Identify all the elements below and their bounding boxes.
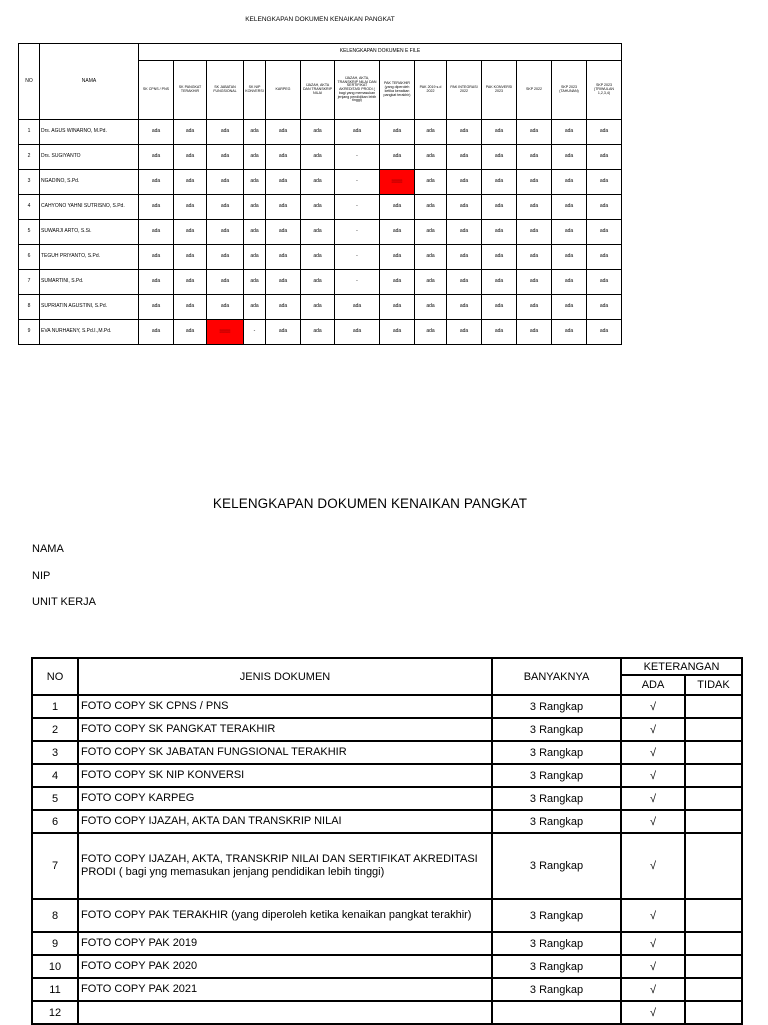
table-row xyxy=(19,295,622,320)
check-ada: √ xyxy=(621,899,685,932)
doc-title: KELENGKAPAN DOKUMEN KENAIKAN PANGKAT xyxy=(212,496,528,511)
quantity: 3 Rangkap xyxy=(492,978,621,1001)
check-ada: √ xyxy=(621,1001,685,1024)
status-cell: ada xyxy=(266,220,301,245)
status-cell: ada xyxy=(207,170,244,195)
status-cell: ada xyxy=(552,245,587,270)
status-cell: ada xyxy=(517,120,552,145)
status-cell: ada xyxy=(587,120,622,145)
field-nama-label: NAMA xyxy=(32,543,64,555)
check-tidak xyxy=(685,741,742,764)
status-cell: ada xyxy=(266,270,301,295)
check-tidak xyxy=(685,899,742,932)
status-cell: ada xyxy=(244,245,266,270)
row-number: 3 xyxy=(19,170,40,195)
check-tidak xyxy=(685,718,742,741)
status-cell: ada xyxy=(266,120,301,145)
status-cell: ada xyxy=(174,195,207,220)
status-cell: ada xyxy=(415,145,447,170)
status-cell: ada xyxy=(139,245,174,270)
status-cell: ada xyxy=(380,295,415,320)
document-name: FOTO COPY SK NIP KONVERSI xyxy=(78,764,492,787)
status-cell: ada xyxy=(301,320,335,345)
table-row xyxy=(19,270,622,295)
row-number: 8 xyxy=(32,899,78,932)
status-cell: ada xyxy=(482,320,517,345)
status-cell: ada xyxy=(517,245,552,270)
quantity: 3 Rangkap xyxy=(492,955,621,978)
row-number: 6 xyxy=(19,245,40,270)
status-cell: ada xyxy=(552,220,587,245)
check-ada: √ xyxy=(621,787,685,810)
status-cell: ada xyxy=(207,245,244,270)
employee-name: CAHYONO YAHNI SUTRISNO, S.Pd. xyxy=(40,195,139,220)
status-cell: ada xyxy=(335,295,380,320)
status-cell: ada xyxy=(174,220,207,245)
column-header: PAK TERAKHIR (yang diperoleh ketika kenaikan pangkat terakhir) xyxy=(380,61,415,120)
row-number: 4 xyxy=(32,764,78,787)
status-cell: ada xyxy=(301,245,335,270)
status-cell: ada xyxy=(266,170,301,195)
status-cell: ada xyxy=(207,195,244,220)
status-cell: ada xyxy=(266,145,301,170)
status-cell: ada xyxy=(174,245,207,270)
status-cell: ada xyxy=(587,320,622,345)
table-row xyxy=(32,833,742,899)
column-header: IJAZAH, AKTA, TRANSKRIP NILAI DAN SERTIFIKAT AKREDITASI PRODI ( bagi yang memasukan jenjang pendidikan lebih tinggi) xyxy=(335,61,380,120)
employee-name: NGADINO, S.Pd. xyxy=(40,170,139,195)
status-cell: ada xyxy=(244,270,266,295)
status-cell: ada xyxy=(139,195,174,220)
document-name: FOTO COPY PAK 2020 xyxy=(78,955,492,978)
table-row xyxy=(19,120,622,145)
row-number: 1 xyxy=(32,695,78,718)
status-cell: ada xyxy=(244,120,266,145)
column-header: PAK INTEGRASI 2022 xyxy=(447,61,482,120)
status-cell: ada xyxy=(517,320,552,345)
status-cell: ada xyxy=(447,195,482,220)
header-no: NO xyxy=(19,44,40,120)
status-cell: ada xyxy=(335,320,380,345)
column-header: PAK KONVERSI 2023 xyxy=(482,61,517,120)
check-tidak xyxy=(685,978,742,1001)
row-number: 12 xyxy=(32,1001,78,1024)
status-cell: ada xyxy=(380,245,415,270)
quantity: 3 Rangkap xyxy=(492,932,621,955)
quantity: 3 Rangkap xyxy=(492,833,621,899)
column-header: PAK 2019 s.d 2022 xyxy=(415,61,447,120)
status-cell: ada xyxy=(380,120,415,145)
employee-name: Drs. AGUS WINARNO, M.Pd. xyxy=(40,120,139,145)
document-name: FOTO COPY SK PANGKAT TERAKHIR xyxy=(78,718,492,741)
document-name xyxy=(78,1001,492,1024)
sheet-title: KELENGKAPAN DOKUMEN KENAIKAN PANGKAT xyxy=(245,16,395,23)
status-cell: ada xyxy=(447,145,482,170)
row-number: 4 xyxy=(19,195,40,220)
check-ada: √ xyxy=(621,741,685,764)
status-cell: ada xyxy=(587,145,622,170)
status-cell: ada xyxy=(174,270,207,295)
status-cell: ada xyxy=(482,120,517,145)
status-cell: ada xyxy=(517,170,552,195)
status-cell: ada xyxy=(415,320,447,345)
status-cell: - xyxy=(335,270,380,295)
check-tidak xyxy=(685,833,742,899)
table-row xyxy=(19,170,622,195)
status-cell: ada xyxy=(301,170,335,195)
status-cell: ada xyxy=(244,195,266,220)
header-nama: NAMA xyxy=(40,44,139,120)
check-tidak xyxy=(685,955,742,978)
column-header: SKP 2023 (TRIWULAN 1,2,3,4) xyxy=(587,61,622,120)
status-cell: ▒▒▒▒▒ xyxy=(207,320,244,345)
status-cell: ▒▒▒▒▒ xyxy=(380,170,415,195)
check-tidak xyxy=(685,695,742,718)
status-cell: ada xyxy=(482,170,517,195)
status-cell: ada xyxy=(139,295,174,320)
quantity xyxy=(492,1001,621,1024)
table-row xyxy=(19,145,622,170)
status-cell: ada xyxy=(517,295,552,320)
check-tidak xyxy=(685,932,742,955)
status-cell: ada xyxy=(415,295,447,320)
row-number: 3 xyxy=(32,741,78,764)
column-header: SK NIP KONVERSI xyxy=(244,61,266,120)
status-cell: ada xyxy=(517,270,552,295)
status-cell: - xyxy=(335,195,380,220)
column-header: SK JABATAN FUNGSIONAL xyxy=(207,61,244,120)
field-unit-kerja-label: UNIT KERJA xyxy=(32,596,96,608)
document-name: FOTO COPY IJAZAH, AKTA, TRANSKRIP NILAI DAN SERTIFIKAT AKREDITASI PRODI ( bagi yng memasukan jenjang pendidikan lebih tinggi) xyxy=(78,833,492,899)
status-cell: ada xyxy=(587,220,622,245)
status-cell: ada xyxy=(380,320,415,345)
status-cell: ada xyxy=(139,170,174,195)
status-cell: ada xyxy=(415,220,447,245)
status-cell: ada xyxy=(517,145,552,170)
table-row xyxy=(32,899,742,932)
status-cell: ada xyxy=(266,195,301,220)
quantity: 3 Rangkap xyxy=(492,810,621,833)
status-cell: ada xyxy=(552,320,587,345)
status-cell: ada xyxy=(482,270,517,295)
checklist-table xyxy=(31,657,743,1025)
status-cell: ada xyxy=(207,295,244,320)
employee-name: SUWARJI ARTO, S.Si. xyxy=(40,220,139,245)
status-cell: ada xyxy=(266,245,301,270)
status-cell: ada xyxy=(552,120,587,145)
status-cell: ada xyxy=(139,320,174,345)
quantity: 3 Rangkap xyxy=(492,695,621,718)
check-ada: √ xyxy=(621,955,685,978)
status-cell: ada xyxy=(266,295,301,320)
status-cell: ada xyxy=(482,195,517,220)
table-row xyxy=(32,695,742,718)
status-cell: ada xyxy=(415,195,447,220)
table-row xyxy=(32,810,742,833)
status-cell: ada xyxy=(174,120,207,145)
status-cell: ada xyxy=(482,145,517,170)
status-cell: ada xyxy=(244,295,266,320)
quantity: 3 Rangkap xyxy=(492,787,621,810)
status-cell: ada xyxy=(447,245,482,270)
document-name: FOTO COPY PAK 2021 xyxy=(78,978,492,1001)
field-nip-label: NIP xyxy=(32,570,51,582)
status-cell: ada xyxy=(415,120,447,145)
status-cell: ada xyxy=(301,220,335,245)
document-name: FOTO COPY PAK TERAKHIR (yang diperoleh ketika kenaikan pangkat terakhir) xyxy=(78,899,492,932)
document-name: FOTO COPY SK JABATAN FUNGSIONAL TERAKHIR xyxy=(78,741,492,764)
status-cell: ada xyxy=(301,295,335,320)
status-cell: ada xyxy=(517,195,552,220)
document-name: FOTO COPY SK CPNS / PNS xyxy=(78,695,492,718)
status-cell: ada xyxy=(207,270,244,295)
table-row xyxy=(32,955,742,978)
status-cell: ada xyxy=(552,170,587,195)
table-row xyxy=(19,245,622,270)
document-name: FOTO COPY IJAZAH, AKTA DAN TRANSKRIP NILAI xyxy=(78,810,492,833)
column-header: SK CPNS / PNS xyxy=(139,61,174,120)
status-cell: ada xyxy=(552,270,587,295)
header-tidak: TIDAK xyxy=(685,675,742,695)
row-number: 5 xyxy=(19,220,40,245)
status-cell: ada xyxy=(139,270,174,295)
check-tidak xyxy=(685,787,742,810)
header-efile-group: KELENGKAPAN DOKUMEN E FILE xyxy=(139,44,622,61)
status-cell: ada xyxy=(447,120,482,145)
employee-name: Drs. SUGIYANTO xyxy=(40,145,139,170)
status-cell: ada xyxy=(139,220,174,245)
status-cell: ada xyxy=(415,270,447,295)
status-cell: ada xyxy=(174,170,207,195)
status-cell: ada xyxy=(447,170,482,195)
row-number: 7 xyxy=(32,833,78,899)
check-tidak xyxy=(685,764,742,787)
row-number: 5 xyxy=(32,787,78,810)
check-ada: √ xyxy=(621,695,685,718)
status-cell: ada xyxy=(482,220,517,245)
check-ada: √ xyxy=(621,978,685,1001)
employee-name: EVA NURHAENY, S.Pd.I.,M.Pd. xyxy=(40,320,139,345)
column-header: KARPEG xyxy=(266,61,301,120)
status-cell: ada xyxy=(447,220,482,245)
employee-name: SUPRIATIN AGUSTINI, S.Pd. xyxy=(40,295,139,320)
header-banyaknya: BANYAKNYA xyxy=(492,658,621,695)
status-cell: ada xyxy=(380,145,415,170)
row-number: 2 xyxy=(32,718,78,741)
status-cell: ada xyxy=(415,245,447,270)
status-cell: ada xyxy=(301,120,335,145)
header-keterangan: KETERANGAN xyxy=(621,658,742,675)
table-row xyxy=(19,320,622,345)
row-number: 6 xyxy=(32,810,78,833)
table-row xyxy=(32,787,742,810)
status-cell: ada xyxy=(447,295,482,320)
status-cell: ada xyxy=(266,320,301,345)
status-cell: ada xyxy=(587,245,622,270)
status-cell: ada xyxy=(301,145,335,170)
status-cell: ada xyxy=(482,245,517,270)
column-header: SK PANGKAT TERAKHIR xyxy=(174,61,207,120)
status-cell: ada xyxy=(587,295,622,320)
quantity: 3 Rangkap xyxy=(492,899,621,932)
check-tidak xyxy=(685,1001,742,1024)
table-row xyxy=(32,978,742,1001)
table-row xyxy=(19,195,622,220)
column-header: SKP 2023 (TAHUNAN) xyxy=(552,61,587,120)
status-cell: ada xyxy=(207,145,244,170)
check-ada: √ xyxy=(621,810,685,833)
header-ada: ADA xyxy=(621,675,685,695)
quantity: 3 Rangkap xyxy=(492,764,621,787)
status-cell: ada xyxy=(552,145,587,170)
status-cell: - xyxy=(335,220,380,245)
status-cell: ada xyxy=(587,270,622,295)
status-cell: ada xyxy=(415,170,447,195)
quantity: 3 Rangkap xyxy=(492,741,621,764)
document-name: FOTO COPY PAK 2019 xyxy=(78,932,492,955)
status-cell: - xyxy=(335,145,380,170)
status-cell: ada xyxy=(139,120,174,145)
status-cell: ada xyxy=(139,145,174,170)
status-cell: ada xyxy=(380,220,415,245)
quantity: 3 Rangkap xyxy=(492,718,621,741)
table-row xyxy=(32,1001,742,1024)
status-cell: ada xyxy=(301,270,335,295)
status-cell: ada xyxy=(244,220,266,245)
column-header: IJAZAH, AKTA DAN TRANSKRIP NILAI xyxy=(301,61,335,120)
status-cell: ada xyxy=(552,195,587,220)
column-header: SKP 2022 xyxy=(517,61,552,120)
row-number: 8 xyxy=(19,295,40,320)
check-ada: √ xyxy=(621,718,685,741)
status-cell: ada xyxy=(244,170,266,195)
status-cell: ada xyxy=(301,195,335,220)
status-cell: ada xyxy=(335,120,380,145)
row-number: 2 xyxy=(19,145,40,170)
employee-name: TEGUH PRIYANTO, S.Pd. xyxy=(40,245,139,270)
status-cell: ada xyxy=(174,295,207,320)
row-number: 1 xyxy=(19,120,40,145)
table-row xyxy=(19,220,622,245)
status-cell: ada xyxy=(587,170,622,195)
status-cell: ada xyxy=(207,120,244,145)
row-number: 9 xyxy=(19,320,40,345)
row-number: 9 xyxy=(32,932,78,955)
table-row xyxy=(32,741,742,764)
status-cell: ada xyxy=(447,320,482,345)
check-tidak xyxy=(685,810,742,833)
row-number: 7 xyxy=(19,270,40,295)
document-name: FOTO COPY KARPEG xyxy=(78,787,492,810)
status-cell: - xyxy=(335,170,380,195)
check-ada: √ xyxy=(621,833,685,899)
status-cell: ada xyxy=(207,220,244,245)
status-cell: - xyxy=(335,245,380,270)
status-cell: ada xyxy=(380,195,415,220)
row-number: 10 xyxy=(32,955,78,978)
status-cell: ada xyxy=(174,145,207,170)
efile-table xyxy=(18,43,622,345)
status-cell: ada xyxy=(244,145,266,170)
table-row xyxy=(32,764,742,787)
check-ada: √ xyxy=(621,764,685,787)
status-cell: ada xyxy=(517,220,552,245)
header-jenis-dokumen: JENIS DOKUMEN xyxy=(78,658,492,695)
table-row xyxy=(32,718,742,741)
status-cell: ada xyxy=(552,295,587,320)
employee-name: SUMARTINI, S.Pd. xyxy=(40,270,139,295)
status-cell: - xyxy=(244,320,266,345)
status-cell: ada xyxy=(174,320,207,345)
status-cell: ada xyxy=(447,270,482,295)
status-cell: ada xyxy=(482,295,517,320)
status-cell: ada xyxy=(587,195,622,220)
status-cell: ada xyxy=(380,270,415,295)
table-row xyxy=(32,932,742,955)
header-no: NO xyxy=(32,658,78,695)
row-number: 11 xyxy=(32,978,78,1001)
check-ada: √ xyxy=(621,932,685,955)
